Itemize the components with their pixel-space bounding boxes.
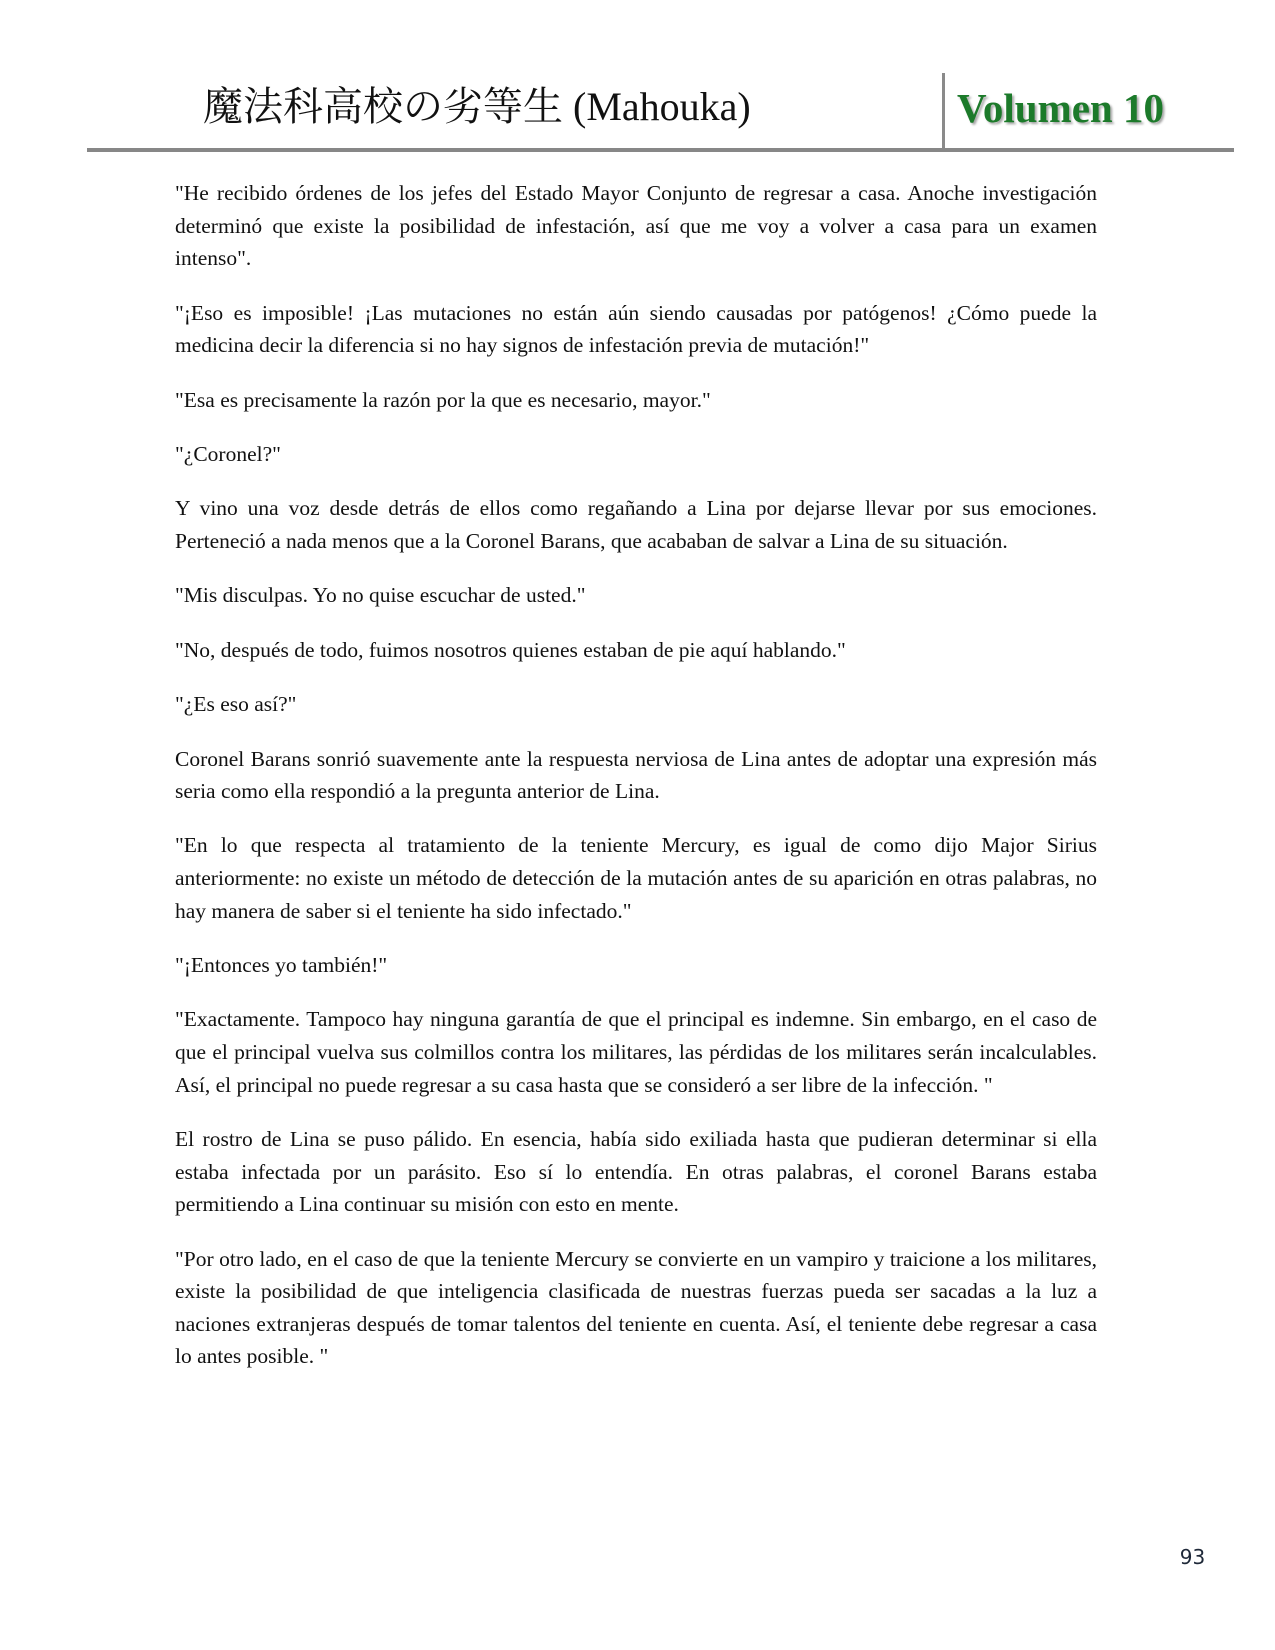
paragraph: "¿Coronel?" xyxy=(175,441,281,466)
volume-label: Volumen 10 xyxy=(957,85,1164,131)
paragraph: "No, después de todo, fuimos nosotros quienes estaban de pie aquí hablando." xyxy=(175,637,846,662)
paragraph: "Mis disculpas. Yo no quise escuchar de usted." xyxy=(175,583,586,608)
paragraph: El rostro de Lina se puso pálido. En esencia, había sido exiliada hasta que pudieran determinar si ella estaba infectada por un parásito. Eso sí lo entendía. En otras palabras, el coronel Barans estaba permitiendo a Lina continuar su misión con esto en mente. xyxy=(175,1127,1097,1217)
book-title: 魔法科高校の劣等生 (Mahouka) xyxy=(203,84,751,129)
page-number: 93 xyxy=(1179,1545,1206,1569)
paragraph: "Exactamente. Tampoco hay ninguna garantía de que el principal es indemne. Sin embargo, en el caso de que el principal vuelva sus colmillos contra los militares, las pérdidas de los militares serán incalculables. Así, el principal no puede regresar a su casa hasta que se consideró a ser libre de la infección. " xyxy=(175,1007,1097,1097)
paragraph: "He recibido órdenes de los jefes del Estado Mayor Conjunto de regresar a casa. Anoche investigación determinó que existe la posibilidad de infestación, así que me voy a volver a casa para un examen intenso". xyxy=(175,181,1097,271)
paragraph: "En lo que respecta al tratamiento de la teniente Mercury, es igual de como dijo Major Sirius anteriormente: no existe un método de detección de la mutación antes de su aparición en otras palabras, no hay manera de saber si el teniente ha sido infectado." xyxy=(175,833,1097,923)
paragraph: Coronel Barans sonrió suavemente ante la respuesta nerviosa de Lina antes de adoptar una expresión más seria como ella respondió a la pregunta anterior de Lina. xyxy=(175,746,1097,804)
paragraph: "¡Eso es imposible! ¡Las mutaciones no están aún siendo causadas por patógenos! ¿Cómo puede la medicina decir la diferencia si no hay signos de infestación previa de mutación!" xyxy=(175,300,1097,358)
paragraph: "¿Es eso así?" xyxy=(175,692,297,717)
paragraph: "Por otro lado, en el caso de que la teniente Mercury se convierte en un vampiro y traicione a los militares, existe la posibilidad de que inteligencia clasificada de nuestras fuerzas pueda ser sacadas a la luz a naciones extranjeras después de tomar talentos del teniente en cuenta. Así, el teniente debe regresar a casa lo antes posible. " xyxy=(175,1246,1097,1369)
paragraph: "Esa es precisamente la razón por la que es necesario, mayor." xyxy=(175,387,711,412)
page-body xyxy=(175,177,1097,1395)
paragraph: "¡Entonces yo también!" xyxy=(175,953,388,978)
paragraph: Y vino una voz desde detrás de ellos como regañando a Lina por dejarse llevar por sus emociones. Perteneció a nada menos que a la Coronel Barans, que acababan de salvar a Lina de su situación. xyxy=(175,496,1097,553)
header-divider xyxy=(942,73,945,152)
header-rule xyxy=(87,148,1234,152)
